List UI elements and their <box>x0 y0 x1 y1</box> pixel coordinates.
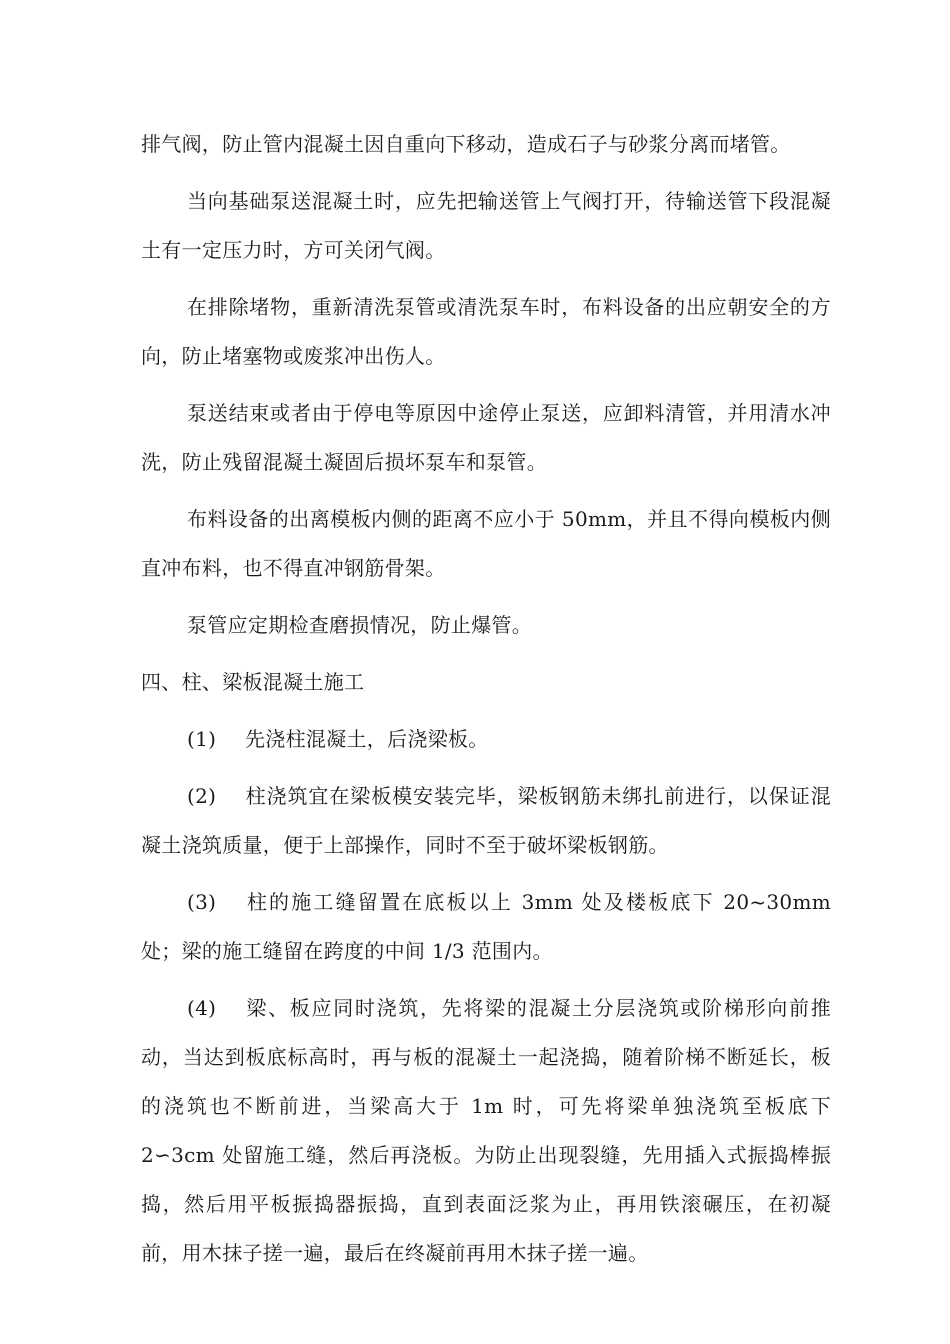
list-item-number: (3) <box>187 890 217 914</box>
paragraph-pipe-inspection: 泵管应定期检查磨损情况，防止爆管。 <box>187 613 533 637</box>
paragraph-exhaust-valve: 排气阀，防止管内混凝土因自重向下移动，造成石子与砂浆分离而堵管。 <box>141 132 791 156</box>
list-item-number: (1) <box>187 727 217 751</box>
list-item-text: 柱浇筑宜在梁板模安装完毕，梁板钢筋未绑扎前进行，以保证混凝土浇筑质量，便于上部操作，同时不至于破坏梁板钢筋。 <box>141 784 831 857</box>
list-item <box>141 715 831 764</box>
paragraph-foundation-pumping: 当向基础泵送混凝土时，应先把输送管上气阀打开，待输送管下段混凝土有一定压力时，方可关闭气阀。 <box>141 189 831 262</box>
document-body <box>141 120 831 1286</box>
section-heading: 四、柱、梁板混凝土施工 <box>141 670 365 694</box>
list-item-text: 梁、板应同时浇筑，先将梁的混凝土分层浇筑或阶梯形向前推动，当达到板底标高时，再与板的混凝土一起浇捣，随着阶梯不断延长，板的浇筑也不断前进，当梁高大于 1m 时，可先将梁单独浇筑至板底下 2∽3cm 处留施工缝，然后再浇板。为防止出现裂缝，先用插入式振捣棒振捣，然后用平板振捣器振捣，直到表面泛浆为止，再用铁滚碾压，在初凝前，用木抹子搓一遍，最后在终凝前再用木抹子搓一遍。 <box>141 996 831 1265</box>
list-item-text: 柱的施工缝留置在底板以上 3mm 处及楼板底下 20~30mm 处；梁的施工缝留在跨度的中间 1/3 范围内。 <box>141 890 831 963</box>
paragraph-pumping-end: 泵送结束或者由于停电等原因中途停止泵送，应卸料清管，并用清水冲洗，防止残留混凝土凝固后损坏泵车和泵管。 <box>141 401 831 474</box>
paragraph-distributor-distance: 布料设备的出离模板内侧的距离不应小于 50mm，并且不得向模板内侧直冲布料，也不得直冲钢筋骨架。 <box>141 507 831 580</box>
paragraph-clearing-blockage: 在排除堵物，重新清洗泵管或清洗泵车时，布料设备的出应朝安全的方向，防止堵塞物或废浆冲出伤人。 <box>141 295 831 368</box>
list-item <box>141 878 831 976</box>
list-item-number: (4) <box>187 996 217 1020</box>
list-item <box>141 984 831 1278</box>
list-item-number: (2) <box>187 784 217 808</box>
list-item <box>141 772 831 870</box>
list-item-text: 先浇柱混凝土，后浇梁板。 <box>245 727 489 751</box>
